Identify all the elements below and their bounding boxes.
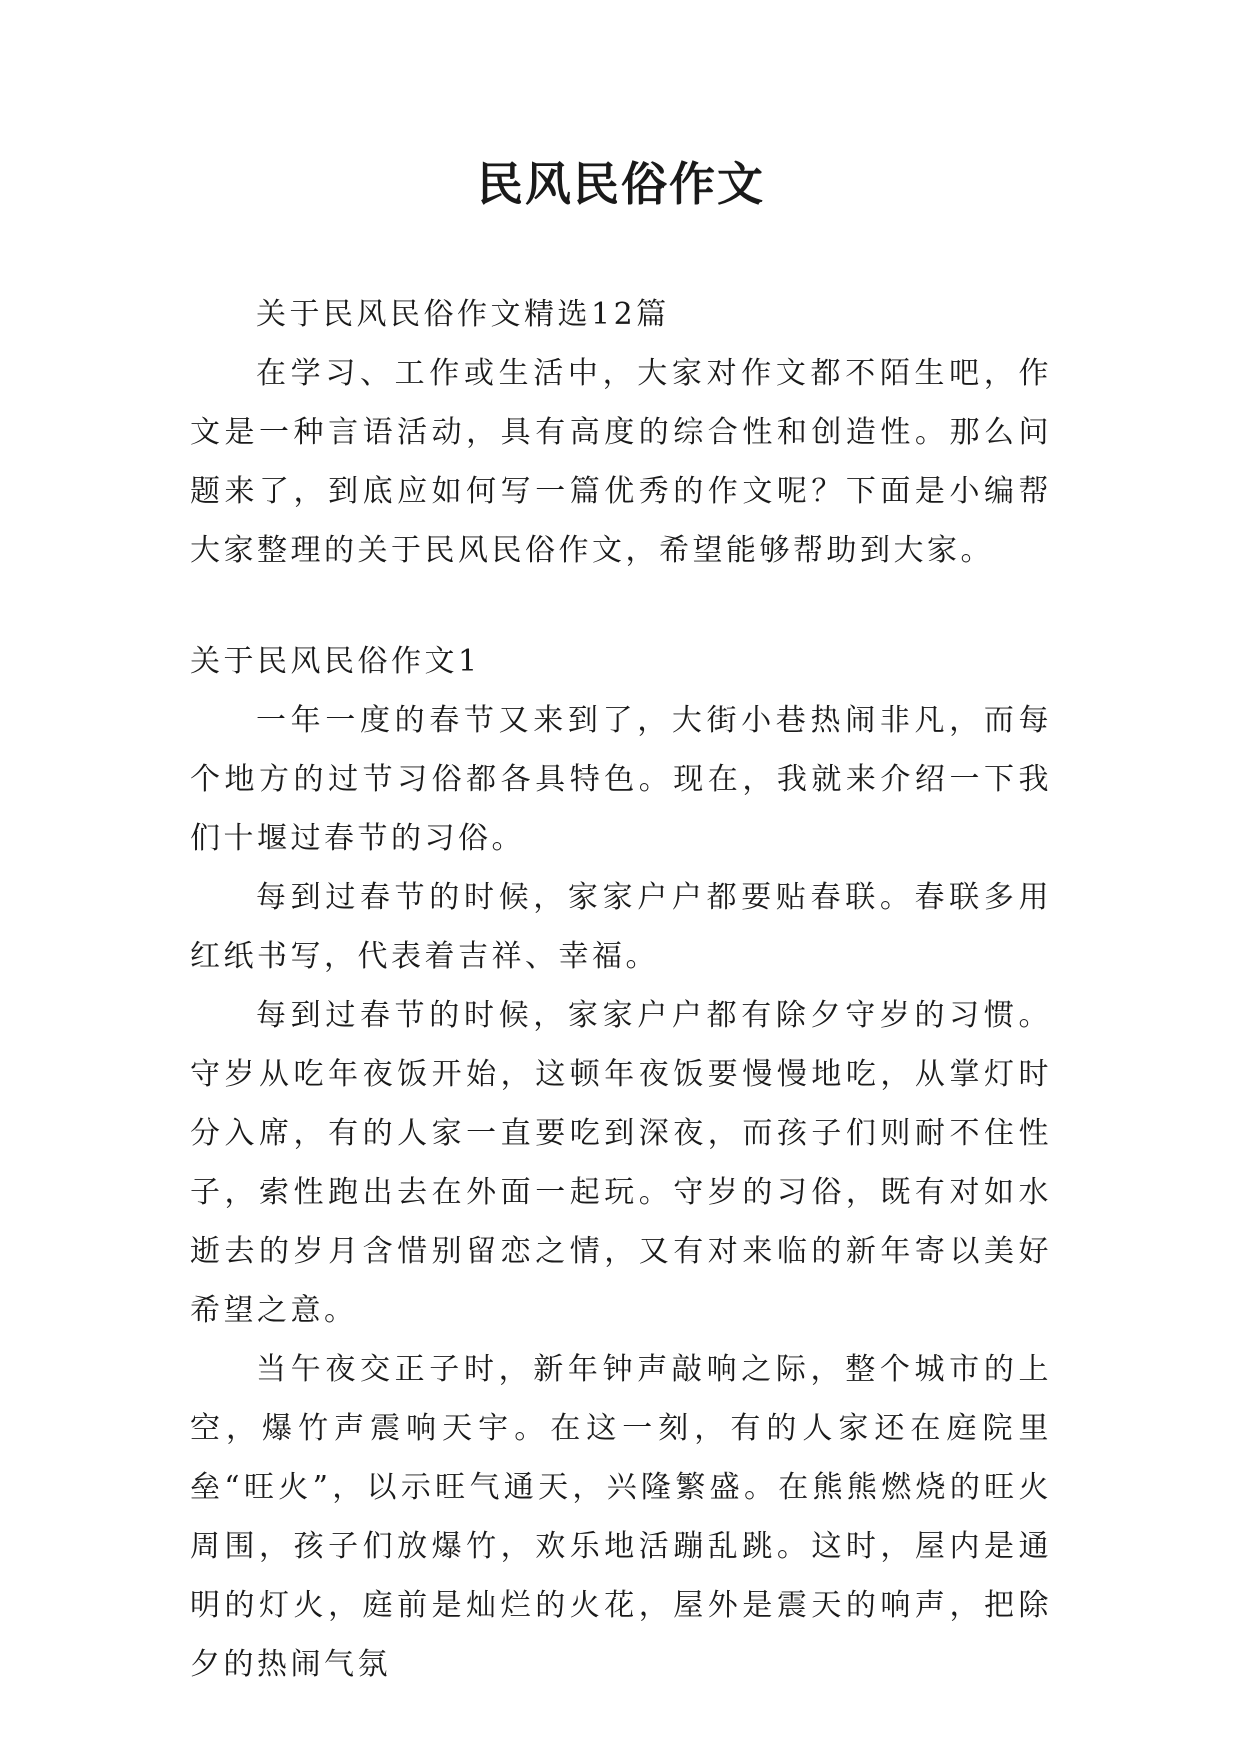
body-paragraph-3: 每到过春节的时候，家家户户都有除夕守岁的习惯。守岁从吃年夜饭开始，这顿年夜饭要慢慢地吃，从掌灯时分入席，有的人家一直要吃到深夜，而孩子们则耐不住性子，索性跑出去在外面一起玩。守岁的习俗，既有对如水逝去的岁月含惜别留恋之情，又有对来临的新年寄以美好希望之意。 [190,998,1052,1328]
document-body [190,285,1052,1694]
body-paragraph-1: 一年一度的春节又来到了，大街小巷热闹非凡，而每个地方的过节习俗都各具特色。现在，我就来介绍一下我们十堰过春节的习俗。 [190,703,1052,856]
document-subtitle: 关于民风民俗作文精选12篇 [256,297,670,332]
section-heading: 关于民风民俗作文1 [190,644,481,679]
document-page [190,0,1052,1754]
body-paragraph-4: 当午夜交正子时，新年钟声敲响之际，整个城市的上空，爆竹声震响天宇。在这一刻，有的人家还在庭院里垒“旺火”，以示旺气通天，兴隆繁盛。在熊熊燃烧的旺火周围，孩子们放爆竹，欢乐地活蹦乱跳。这时，屋内是通明的灯火，庭前是灿烂的火花，屋外是震天的响声，把除夕的热闹气氛 [190,1352,1052,1682]
intro-paragraph: 在学习、工作或生活中，大家对作文都不陌生吧，作文是一种言语活动，具有高度的综合性和创造性。那么问题来了，到底应如何写一篇优秀的作文呢？下面是小编帮大家整理的关于民风民俗作文，希望能够帮助到大家。 [190,356,1052,568]
section-spacer [190,580,1052,632]
document-title: 民风民俗作文 [477,157,765,211]
body-paragraph-2: 每到过春节的时候，家家户户都要贴春联。春联多用红纸书写，代表着吉祥、幸福。 [190,880,1052,974]
